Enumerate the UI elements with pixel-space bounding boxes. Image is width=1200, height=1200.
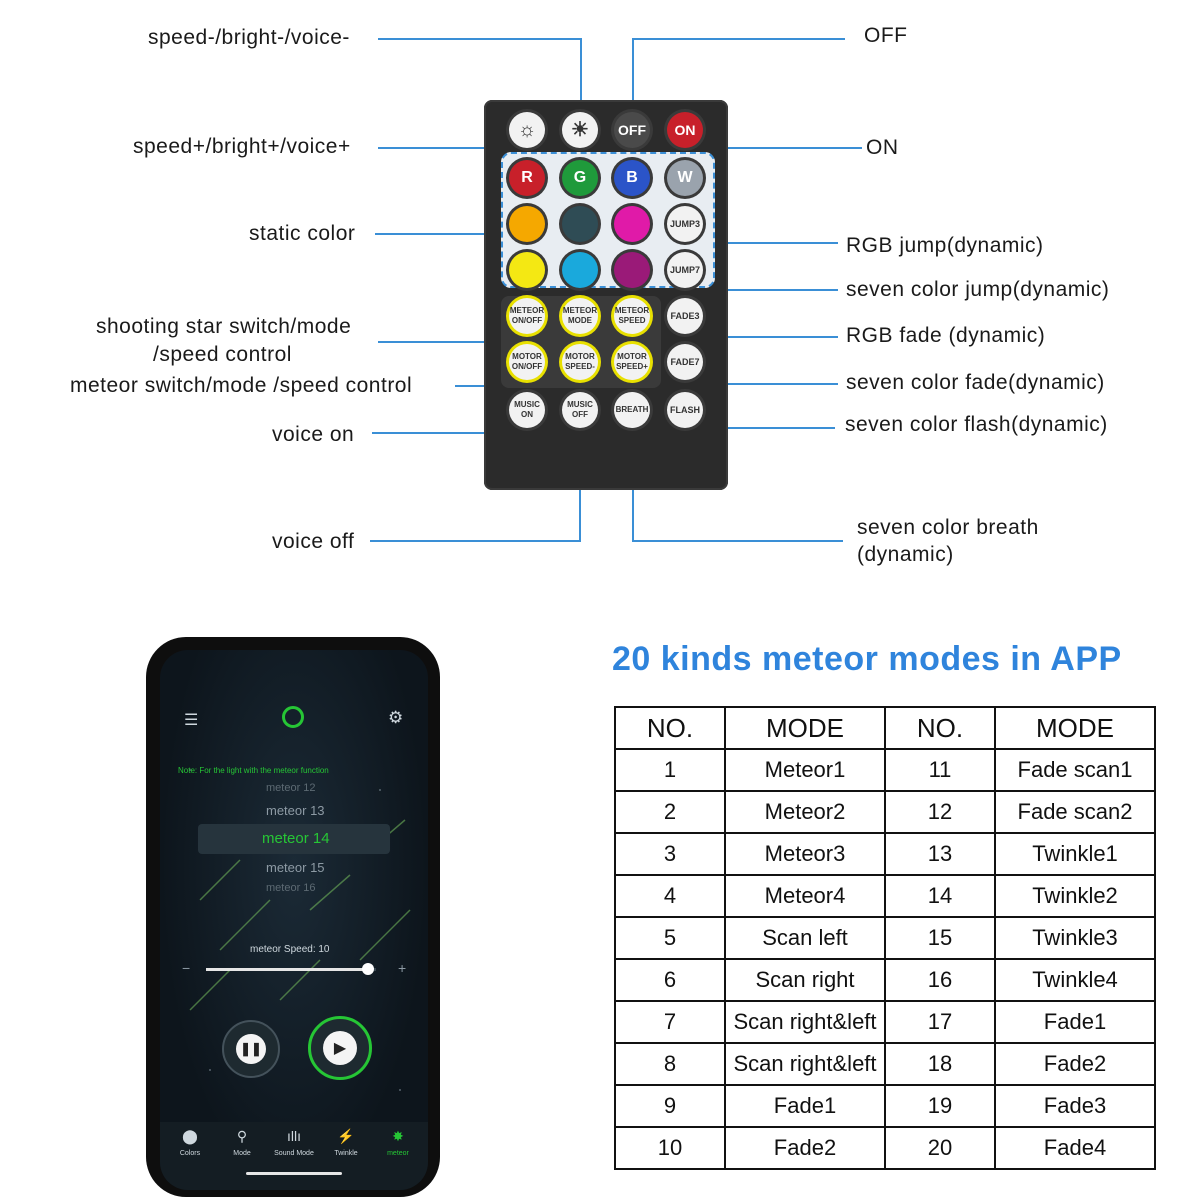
cell-mode: Meteor1 xyxy=(725,749,885,791)
cell-number: 6 xyxy=(615,959,725,1001)
phone-screen xyxy=(160,650,428,1190)
red-button[interactable]: R xyxy=(509,160,545,196)
label-speed-plus: speed+/bright+/voice+ xyxy=(133,135,351,158)
label-static-color: static color xyxy=(249,222,356,245)
nav-twinkle[interactable]: Twinkle xyxy=(334,1150,358,1157)
blue-button[interactable]: B xyxy=(614,160,650,196)
cell-number: 17 xyxy=(885,1001,995,1043)
cell-mode: Scan right&left xyxy=(725,1001,885,1043)
label-meteor-switch: meteor switch/mode /speed control xyxy=(70,374,413,397)
settings-sliders-icon[interactable]: ☰ xyxy=(184,712,199,729)
cell-number: 9 xyxy=(615,1085,725,1127)
speed-minus[interactable]: − xyxy=(182,960,191,976)
off-button[interactable]: OFF xyxy=(614,112,650,148)
mode-option[interactable]: meteor 16 xyxy=(266,882,316,894)
cell-number: 19 xyxy=(885,1085,995,1127)
speed-label: meteor Speed: 10 xyxy=(250,944,330,955)
table-row xyxy=(615,749,1155,791)
cell-number: 3 xyxy=(615,833,725,875)
label-rgb-jump: RGB jump(dynamic) xyxy=(846,234,1044,257)
cell-mode: Fade1 xyxy=(995,1001,1155,1043)
magenta-button[interactable] xyxy=(614,206,650,242)
yellow-button[interactable] xyxy=(509,252,545,288)
label-voice-on: voice on xyxy=(272,423,355,446)
cell-number: 10 xyxy=(615,1127,725,1169)
speed-slider-knob[interactable] xyxy=(362,963,374,975)
meteor-streaks xyxy=(160,650,428,1190)
cell-mode: Fade2 xyxy=(995,1043,1155,1085)
speed-slider-track[interactable] xyxy=(206,968,376,971)
cell-number: 1 xyxy=(615,749,725,791)
cell-mode: Twinkle1 xyxy=(995,833,1155,875)
label-speed-minus: speed-/bright-/voice- xyxy=(148,26,350,49)
cell-mode: Scan right xyxy=(725,959,885,1001)
table-row xyxy=(615,875,1155,917)
label-shooting-star-2: /speed control xyxy=(153,343,292,366)
on-button[interactable]: ON xyxy=(667,112,703,148)
cell-number: 12 xyxy=(885,791,995,833)
cell-mode: Twinkle3 xyxy=(995,917,1155,959)
table-row xyxy=(615,917,1155,959)
cell-number: 15 xyxy=(885,917,995,959)
meteor-mode-button[interactable]: METEOR MODE xyxy=(562,298,598,334)
colors-icon[interactable]: ⬤ xyxy=(182,1128,198,1144)
jump7-button[interactable]: JUMP7 xyxy=(667,252,703,288)
brightness-up-button[interactable] xyxy=(562,112,598,148)
cell-mode: Scan left xyxy=(725,917,885,959)
table-row xyxy=(615,1001,1155,1043)
mode-icon[interactable]: ⚲ xyxy=(236,1128,248,1144)
cyan-button[interactable] xyxy=(562,252,598,288)
nav-mode[interactable]: Mode xyxy=(233,1150,251,1157)
dark-teal-button[interactable] xyxy=(562,206,598,242)
jump3-button[interactable]: JUMP3 xyxy=(667,206,703,242)
brightness-down-button[interactable] xyxy=(509,112,545,148)
table-row xyxy=(615,791,1155,833)
header-no: NO. xyxy=(615,707,725,749)
white-button[interactable]: W xyxy=(667,160,703,196)
pause-icon: ❚❚ xyxy=(236,1034,266,1064)
cell-number: 2 xyxy=(615,791,725,833)
label-off: OFF xyxy=(864,24,908,47)
mode-option[interactable]: meteor 15 xyxy=(266,860,325,875)
lightning-icon[interactable]: ⚡ xyxy=(337,1128,355,1144)
mode-option-selected[interactable]: meteor 14 xyxy=(262,830,330,847)
cell-mode: Scan right&left xyxy=(725,1043,885,1085)
cell-mode: Meteor3 xyxy=(725,833,885,875)
motor-onoff-button[interactable]: MOTOR ON/OFF xyxy=(509,344,545,380)
label-seven-jump: seven color jump(dynamic) xyxy=(846,278,1110,301)
pause-button[interactable] xyxy=(222,1020,280,1078)
header-mode: MODE xyxy=(995,707,1155,749)
cell-mode: Fade4 xyxy=(995,1127,1155,1169)
purple-button[interactable] xyxy=(614,252,650,288)
sun-bright-icon: ☀ xyxy=(571,119,589,141)
cell-number: 4 xyxy=(615,875,725,917)
gear-icon[interactable]: ⚙ xyxy=(388,708,404,727)
label-rgb-fade: RGB fade (dynamic) xyxy=(846,324,1046,347)
green-button[interactable]: G xyxy=(562,160,598,196)
table-row xyxy=(615,833,1155,875)
table-header-row xyxy=(615,707,1155,749)
cell-mode: Fade scan2 xyxy=(995,791,1155,833)
cell-number: 14 xyxy=(885,875,995,917)
table-row xyxy=(615,1043,1155,1085)
label-seven-fade: seven color fade(dynamic) xyxy=(846,371,1105,394)
modes-table xyxy=(614,706,1156,1170)
cell-mode: Fade scan1 xyxy=(995,749,1155,791)
label-seven-breath-2: (dynamic) xyxy=(857,543,954,566)
power-icon[interactable] xyxy=(282,706,304,728)
cell-number: 7 xyxy=(615,1001,725,1043)
sun-icon: ☼ xyxy=(517,119,537,141)
cell-mode: Twinkle4 xyxy=(995,959,1155,1001)
mode-option[interactable]: meteor 12 xyxy=(266,782,316,794)
cell-number: 11 xyxy=(885,749,995,791)
label-seven-breath-1: seven color breath xyxy=(857,516,1039,539)
nav-colors[interactable]: Colors xyxy=(179,1150,201,1157)
play-icon: ▶ xyxy=(323,1031,357,1065)
fade3-button[interactable]: FADE3 xyxy=(667,298,703,334)
header-no: NO. xyxy=(885,707,995,749)
table-row xyxy=(615,959,1155,1001)
sound-wave-icon[interactable]: ıllı xyxy=(287,1128,301,1144)
label-shooting-star-1: shooting star switch/mode xyxy=(96,315,352,338)
label-voice-off: voice off xyxy=(272,530,355,553)
motor-speed-plus-button[interactable]: MOTOR SPEED+ xyxy=(614,344,650,380)
music-off-button[interactable]: MUSIC OFF xyxy=(562,392,598,428)
cell-mode: Fade2 xyxy=(725,1127,885,1169)
cell-mode: Fade3 xyxy=(995,1085,1155,1127)
cell-mode: Fade1 xyxy=(725,1085,885,1127)
label-on: ON xyxy=(866,136,899,159)
music-on-button[interactable]: MUSIC ON xyxy=(509,392,545,428)
cell-number: 5 xyxy=(615,917,725,959)
speed-plus[interactable]: + xyxy=(398,960,407,976)
motor-speed-minus-button[interactable]: MOTOR SPEED- xyxy=(562,344,598,380)
fade7-button[interactable]: FADE7 xyxy=(667,344,703,380)
cell-mode: Twinkle2 xyxy=(995,875,1155,917)
cell-mode: Meteor2 xyxy=(725,791,885,833)
cell-number: 20 xyxy=(885,1127,995,1169)
speed-slider-fill xyxy=(206,968,368,971)
table-row xyxy=(615,1085,1155,1127)
note-text: Note: For the light with the meteor function xyxy=(178,766,329,775)
cell-number: 16 xyxy=(885,959,995,1001)
meteor-speed-button[interactable]: METEOR SPEED xyxy=(614,298,650,334)
cell-number: 8 xyxy=(615,1043,725,1085)
table-row xyxy=(615,1127,1155,1169)
breath-button[interactable]: BREATH xyxy=(614,392,650,428)
cell-number: 18 xyxy=(885,1043,995,1085)
label-seven-flash: seven color flash(dynamic) xyxy=(845,413,1108,436)
cell-number: 13 xyxy=(885,833,995,875)
meteor-icon[interactable]: ✸ xyxy=(392,1128,404,1144)
mode-option[interactable]: meteor 13 xyxy=(266,803,325,818)
home-indicator xyxy=(246,1172,342,1175)
nav-meteor[interactable]: meteor xyxy=(387,1150,409,1157)
modes-title: 20 kinds meteor modes in APP xyxy=(612,640,1122,678)
meteor-onoff-button[interactable]: METEOR ON/OFF xyxy=(509,298,545,334)
flash-button[interactable]: FLASH xyxy=(667,392,703,428)
orange-button[interactable] xyxy=(509,206,545,242)
nav-sound-mode[interactable]: Sound Mode xyxy=(274,1150,314,1157)
cell-mode: Meteor4 xyxy=(725,875,885,917)
play-button[interactable] xyxy=(308,1016,372,1080)
header-mode: MODE xyxy=(725,707,885,749)
